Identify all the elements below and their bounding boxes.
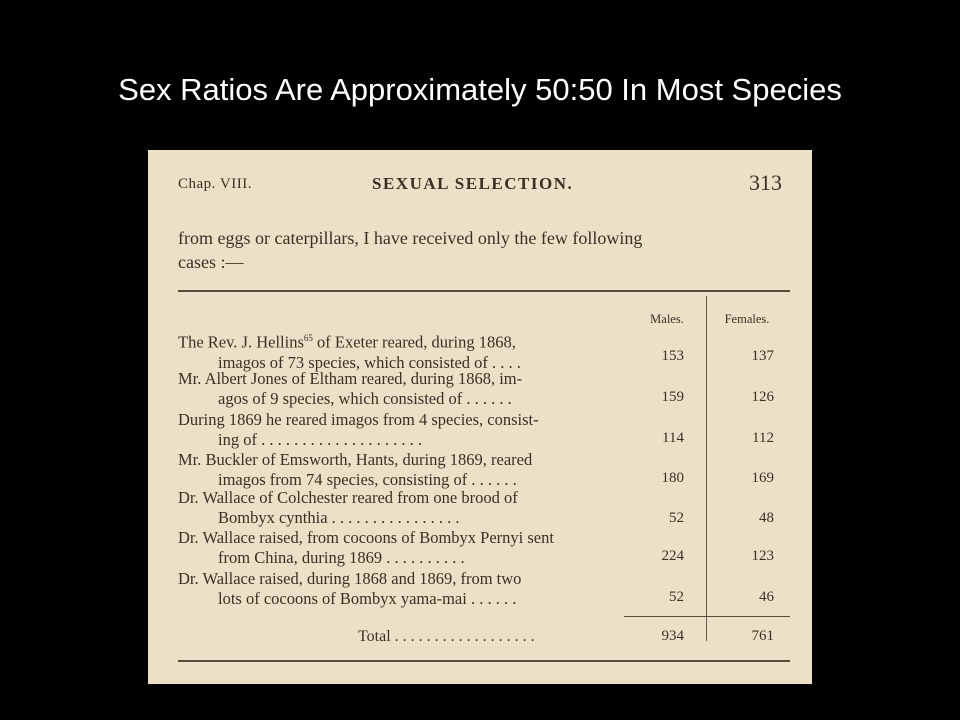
table-row: Dr. Wallace raised, during 1868 and 1869, from two lots of cocoons of Bombyx yama-mai . . . . . . <box>178 569 522 608</box>
table-top-rule <box>178 290 790 292</box>
footnote-marker: 65 <box>303 333 313 343</box>
total-males: 934 <box>661 628 684 644</box>
males-value: 159 <box>661 389 684 405</box>
slide-title: Sex Ratios Are Approximately 50:50 In Most Species <box>118 72 842 107</box>
table-row: During 1869 he reared imagos from 4 species, consist- ing of . . . . . . . . . . . . . . . . . . . . <box>178 410 539 449</box>
males-value: 224 <box>661 548 684 564</box>
females-value: 112 <box>752 430 774 446</box>
total-females: 761 <box>751 628 774 644</box>
females-value: 169 <box>751 470 774 486</box>
table-row: Dr. Wallace of Colchester reared from one brood of Bombyx cynthia . . . . . . . . . . . . . . . . <box>178 488 518 527</box>
total-rule <box>624 616 790 617</box>
males-value: 114 <box>662 430 684 446</box>
running-title: SEXUAL SELECTION. <box>372 174 574 193</box>
table-row: Mr. Albert Jones of Eltham reared, during 1868, im- agos of 9 species, which consisted of . . . . . . <box>178 369 523 408</box>
males-value: 52 <box>669 510 684 526</box>
column-divider <box>706 296 707 641</box>
males-value: 52 <box>669 589 684 605</box>
intro-line-1: from eggs or caterpillars, I have received only the few following <box>178 228 643 248</box>
chapter-header: Chap. VIII. <box>178 176 252 192</box>
total-label: Total . . . . . . . . . . . . . . . . . . <box>358 628 535 645</box>
table-row: Dr. Wallace raised, from cocoons of Bombyx Pernyi sent from China, during 1869 . . . . . . . . . . <box>178 528 554 567</box>
table-bottom-rule <box>178 660 790 662</box>
table-row: Mr. Buckler of Emsworth, Hants, during 1869, reared imagos from 74 species, consisting of . . . . . . <box>178 450 533 489</box>
col-header-males: Males. <box>650 312 684 326</box>
page-number: 313 <box>749 170 782 195</box>
col-header-females: Females. <box>724 312 770 326</box>
book-page-scan <box>148 150 812 684</box>
females-value: 48 <box>759 510 774 526</box>
intro-line-2: cases :— <box>178 252 244 272</box>
males-value: 180 <box>661 470 684 486</box>
table-row: The Rev. J. Hellins$^{65}$ of Exeter reared, during 1868, imagos of 73 species, which consisted of . . . . <box>178 332 521 372</box>
males-value: 153 <box>661 348 684 364</box>
females-value: 137 <box>751 348 774 364</box>
females-value: 123 <box>751 548 774 564</box>
females-value: 46 <box>759 589 774 605</box>
females-value: 126 <box>751 389 774 405</box>
